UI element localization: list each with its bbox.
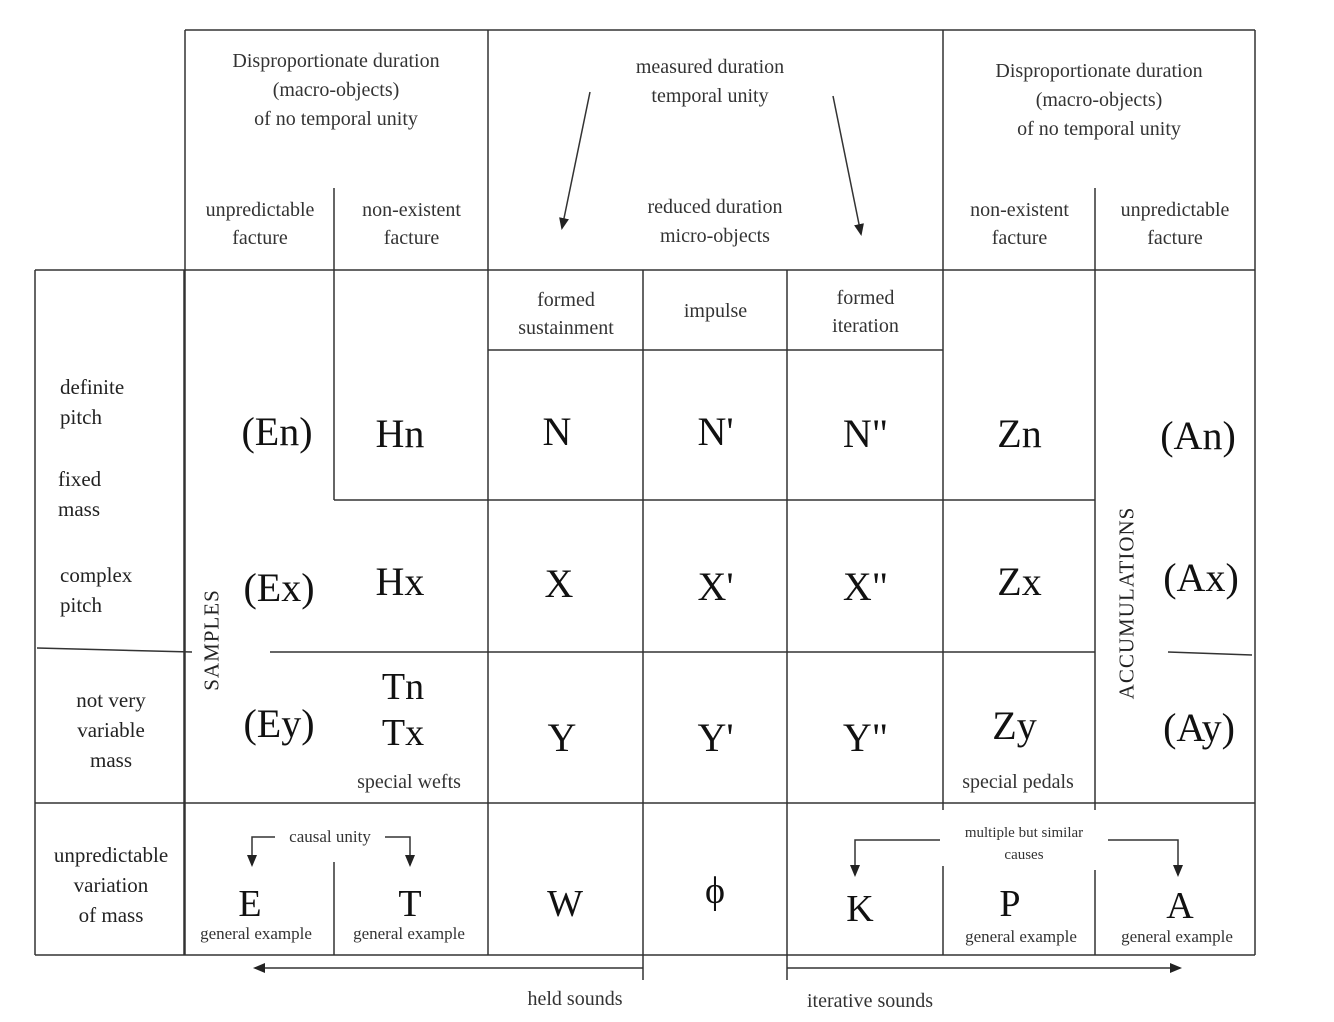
cell-Y-double-prime: Y" bbox=[842, 714, 889, 760]
general-example-T: general example bbox=[353, 924, 465, 943]
iterative-sounds-label: iterative sounds bbox=[806, 989, 934, 1012]
grid-line bbox=[1168, 652, 1252, 655]
header-impulse: impulse bbox=[683, 300, 748, 322]
cell-En: (En) bbox=[241, 408, 313, 454]
cell-phi: ϕ bbox=[704, 870, 725, 912]
general-example-E: general example bbox=[200, 924, 312, 943]
special-pedals-label: special pedals bbox=[962, 770, 1074, 793]
held-sounds-label: held sounds bbox=[527, 987, 623, 1010]
multiple-causes-bracket-left bbox=[855, 840, 940, 875]
header-col-unpredictable-right: unpredictable facture bbox=[1120, 199, 1230, 249]
cell-Ax: (Ax) bbox=[1163, 554, 1239, 600]
causal-unity-bracket-right bbox=[385, 837, 410, 865]
row-label-fixed-mass: fixed mass bbox=[58, 467, 102, 521]
cell-Ay: (Ay) bbox=[1163, 704, 1235, 750]
cell-N-double-prime: N" bbox=[842, 410, 889, 456]
cell-Ex: (Ex) bbox=[243, 564, 315, 610]
multiple-causes-bracket-right bbox=[1108, 840, 1178, 875]
cell-K: K bbox=[846, 888, 874, 930]
cell-X-prime: X' bbox=[697, 563, 734, 609]
row-label-complex-pitch: complex pitch bbox=[60, 563, 133, 617]
causal-unity-label: causal unity bbox=[275, 826, 385, 848]
cell-N-prime: N' bbox=[697, 408, 734, 454]
header-col-nonexistent-left: non-existent facture bbox=[362, 199, 461, 249]
cell-Zx: Zx bbox=[997, 558, 1042, 604]
header-right-group: Disproportionate duration (macro-objects) of no temporal unity bbox=[995, 59, 1203, 140]
special-wefts-label: special wefts bbox=[357, 770, 461, 793]
header-col-nonexistent-right: non-existent facture bbox=[970, 199, 1069, 249]
header-middle-sub: reduced duration micro-objects bbox=[647, 196, 783, 247]
cell-Tn-Tx: Tn Tx bbox=[381, 666, 425, 754]
duration-arrow-right bbox=[833, 96, 861, 234]
cell-An: (An) bbox=[1160, 412, 1236, 458]
general-example-P: general example bbox=[965, 927, 1077, 946]
header-col-unpredictable-left: unpredictable facture bbox=[205, 199, 315, 249]
cell-Hx: Hx bbox=[375, 558, 425, 604]
cell-P: P bbox=[999, 883, 1021, 925]
causal-unity-bracket bbox=[252, 837, 275, 865]
cell-X-double-prime: X" bbox=[842, 563, 889, 609]
cell-Zy: Zy bbox=[992, 702, 1037, 748]
cell-X: X bbox=[544, 560, 574, 606]
cell-T: T bbox=[398, 883, 422, 925]
multiple-causes-label: multiple but similar causes bbox=[940, 822, 1108, 866]
general-example-A: general example bbox=[1121, 927, 1233, 946]
accumulations-label: ACCUMULATIONS bbox=[1114, 506, 1139, 700]
cell-Y-prime: Y' bbox=[697, 714, 734, 760]
cell-Y: Y bbox=[547, 714, 577, 760]
cell-Ey: (Ey) bbox=[243, 700, 315, 746]
cell-A: A bbox=[1166, 885, 1194, 927]
cell-Zn: Zn bbox=[997, 410, 1042, 456]
cell-W: W bbox=[547, 883, 583, 925]
cell-Hn: Hn bbox=[375, 410, 425, 456]
row-label-definite-pitch: definite pitch bbox=[60, 375, 125, 429]
grid-line bbox=[37, 648, 192, 652]
cell-E: E bbox=[238, 883, 262, 925]
header-formed-sustainment: formed sustainment bbox=[518, 289, 614, 339]
header-formed-iteration: formed iteration bbox=[832, 287, 899, 337]
samples-label: SAMPLES bbox=[199, 589, 224, 691]
cell-N: N bbox=[542, 408, 572, 454]
header-left-group: Disproportionate duration (macro-objects) of no temporal unity bbox=[232, 49, 440, 130]
row-label-unpredictable-variation: unpredictable variation of mass bbox=[53, 843, 169, 927]
duration-arrow-left bbox=[562, 92, 590, 228]
row-label-not-very-variable-mass: not very variable mass bbox=[76, 688, 146, 772]
header-middle-group: measured duration temporal unity bbox=[635, 56, 785, 107]
